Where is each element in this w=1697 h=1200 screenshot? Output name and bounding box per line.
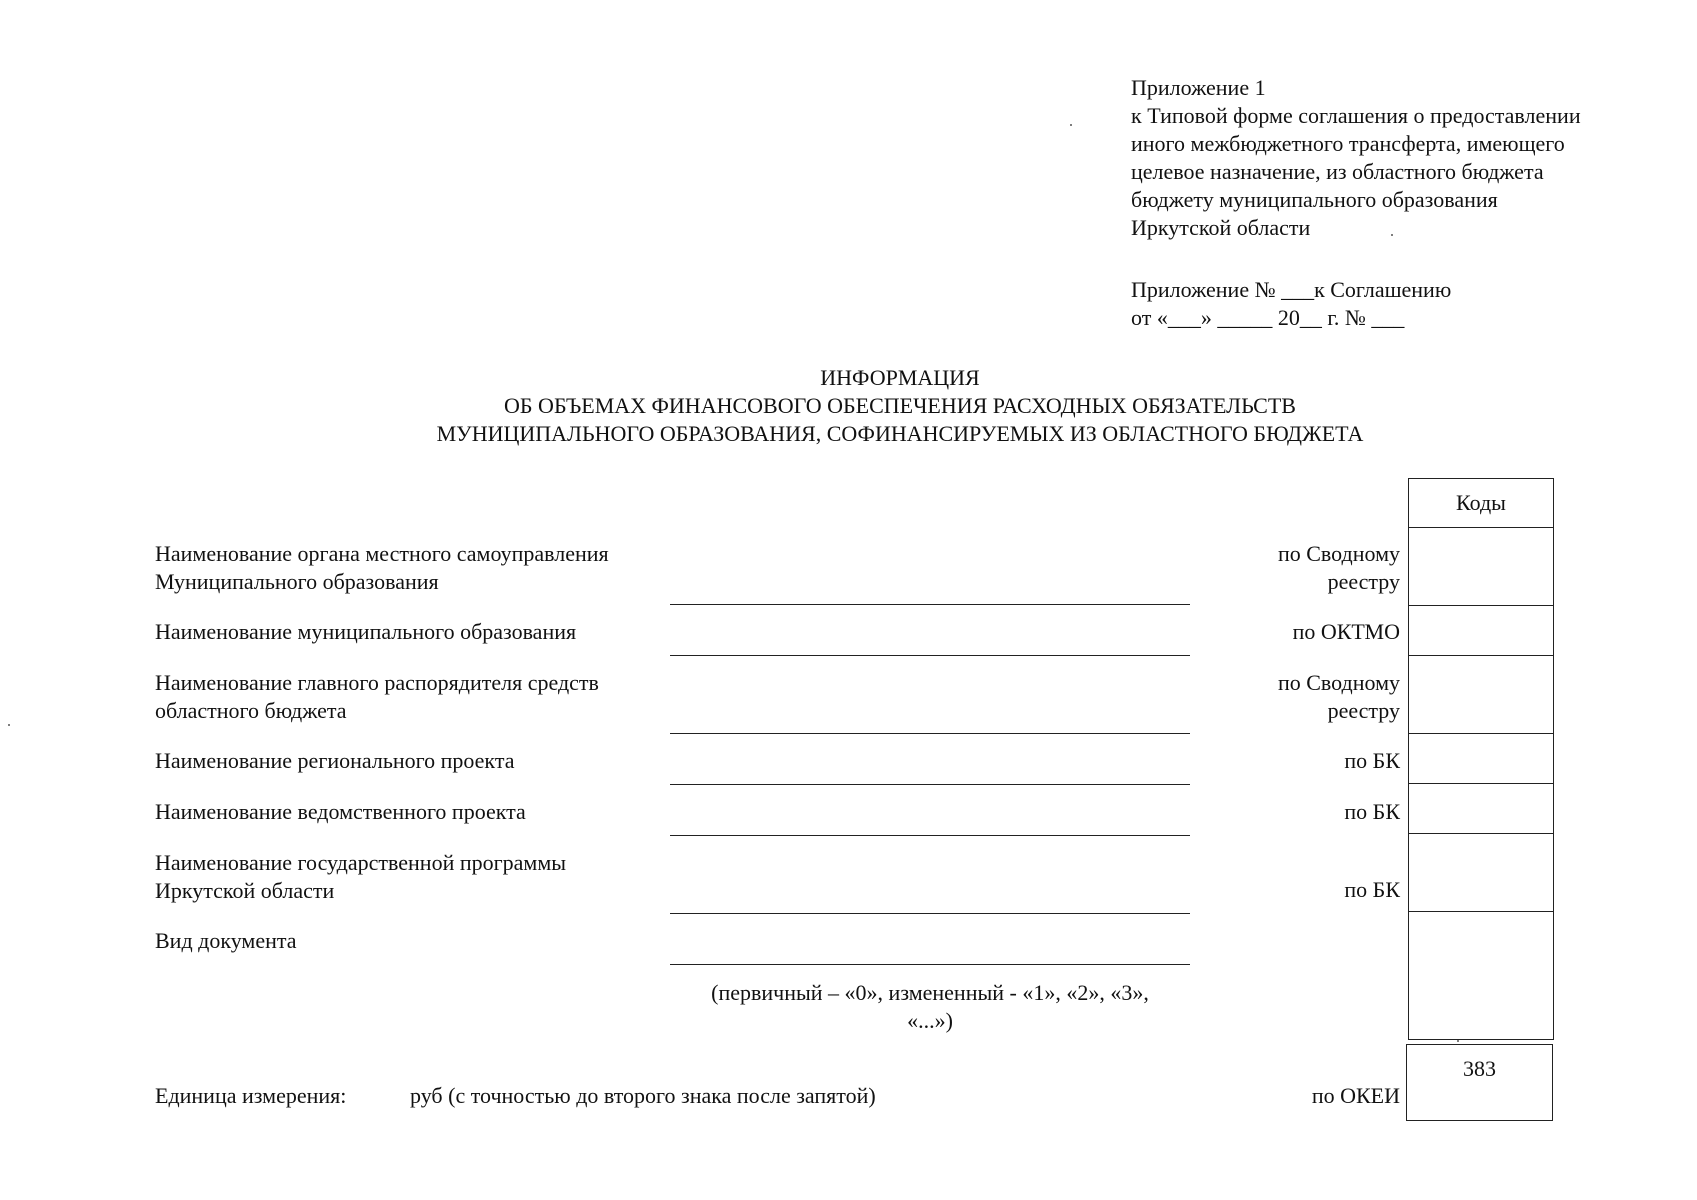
code-cell-registry-1[interactable]	[1409, 528, 1554, 606]
hint-line: «...»)	[907, 1008, 953, 1033]
field-label-departmental-project	[155, 798, 526, 826]
appendix-line: иного межбюджетного трансферта, имеющего	[1131, 131, 1565, 156]
appendix-line: Приложение 1	[1131, 75, 1266, 100]
code-row	[1409, 656, 1554, 734]
code-cell-bk-2[interactable]	[1409, 784, 1554, 834]
fill-line-regional-project[interactable]	[670, 784, 1190, 785]
code-row	[1409, 912, 1554, 1040]
agreement-reference	[1131, 276, 1451, 332]
agreement-line: Приложение № ___к Соглашению	[1131, 277, 1452, 302]
okei-label: по ОКЕИ	[1311, 1083, 1400, 1108]
code-label-bk-1	[1150, 747, 1400, 775]
scan-speck	[1391, 234, 1393, 236]
fill-line-org[interactable]	[670, 604, 1190, 605]
codes-header: Коды	[1409, 479, 1554, 528]
code-label-line: по БК	[1344, 748, 1400, 773]
code-label-registry-2	[1150, 669, 1400, 725]
scan-speck	[1457, 1040, 1459, 1042]
agreement-line: от «___» _____ 20__ г. № ___	[1131, 305, 1405, 330]
doc-type-hint	[670, 979, 1190, 1035]
unit-label: Единица измерения:	[155, 1083, 347, 1108]
code-row	[1409, 528, 1554, 606]
unit-value: руб (с точностью до второго знака после запятой)	[410, 1083, 876, 1108]
code-row	[1409, 606, 1554, 656]
code-cell-registry-2[interactable]	[1409, 656, 1554, 734]
document-title	[300, 364, 1500, 448]
hint-line: (первичный – «0», измененный - «1», «2», «3»,	[711, 980, 1149, 1005]
code-label-line: реестру	[1327, 569, 1400, 594]
code-row	[1409, 834, 1554, 912]
field-label-state-program	[155, 849, 566, 905]
code-label-line: по Сводному	[1277, 670, 1400, 695]
field-label-doc-type	[155, 927, 297, 955]
code-label-line: по БК	[1344, 877, 1400, 902]
code-row	[1409, 784, 1554, 834]
code-cell-bk-3[interactable]	[1409, 834, 1554, 912]
label-line: Наименование государственной программы	[155, 850, 567, 875]
code-label-line: по Сводному	[1277, 541, 1400, 566]
codes-table	[1408, 478, 1554, 1040]
code-label-line: реестру	[1327, 698, 1400, 723]
title-line-2: ОБ ОБЪЕМАХ ФИНАНСОВОГО ОБЕСПЕЧЕНИЯ РАСХОДНЫХ ОБЯЗАТЕЛЬСТВ	[504, 393, 1296, 418]
code-cell-doc-type[interactable]	[1409, 912, 1554, 1040]
appendix-line: целевое назначение, из областного бюджета	[1131, 159, 1544, 184]
field-label-org	[155, 540, 609, 596]
fill-line-departmental-project[interactable]	[670, 835, 1190, 836]
label-line: Наименование органа местного самоуправления	[155, 541, 609, 566]
code-label-line: по БК	[1344, 799, 1400, 824]
scan-speck	[8, 724, 10, 726]
label-line: Наименование ведомственного проекта	[155, 799, 526, 824]
label-line: областного бюджета	[155, 698, 347, 723]
label-line: Иркутской области	[155, 878, 335, 903]
label-line: Наименование главного распорядителя средств	[155, 670, 599, 695]
label-line: Муниципального образования	[155, 569, 439, 594]
code-cell-oktmo[interactable]	[1409, 606, 1554, 656]
code-row	[1409, 734, 1554, 784]
field-label-regional-project	[155, 747, 514, 775]
field-label-municipality	[155, 618, 576, 646]
code-label-bk-3	[1150, 876, 1400, 904]
fill-line-municipality[interactable]	[670, 655, 1190, 656]
label-line: Наименование муниципального образования	[155, 619, 577, 644]
title-line-3: МУНИЦИПАЛЬНОГО ОБРАЗОВАНИЯ, СОФИНАНСИРУЕМЫХ ИЗ ОБЛАСТНОГО БЮДЖЕТА	[436, 421, 1364, 446]
code-cell-bk-1[interactable]	[1409, 734, 1554, 784]
label-line: Вид документа	[155, 928, 297, 953]
okei-code-value: 383	[1463, 1056, 1496, 1081]
code-label-bk-2	[1150, 798, 1400, 826]
fill-line-doc-type[interactable]	[670, 964, 1190, 965]
appendix-line: бюджету муниципального образования	[1131, 187, 1498, 212]
code-label-oktmo	[1150, 618, 1400, 646]
field-label-main-manager	[155, 669, 599, 725]
title-line-1: ИНФОРМАЦИЯ	[820, 365, 980, 390]
fill-line-main-manager[interactable]	[670, 733, 1190, 734]
okei-code-box[interactable]	[1406, 1044, 1553, 1121]
codes-header-row	[1409, 479, 1554, 528]
appendix-line: к Типовой форме соглашения о предоставлении	[1131, 103, 1581, 128]
code-label-line: по ОКТМО	[1292, 619, 1400, 644]
scan-speck	[1070, 124, 1072, 126]
label-line: Наименование регионального проекта	[155, 748, 515, 773]
fill-line-state-program[interactable]	[670, 913, 1190, 914]
appendix-block	[1131, 74, 1581, 242]
code-label-registry-1	[1150, 540, 1400, 596]
appendix-line: Иркутской области	[1131, 215, 1311, 240]
